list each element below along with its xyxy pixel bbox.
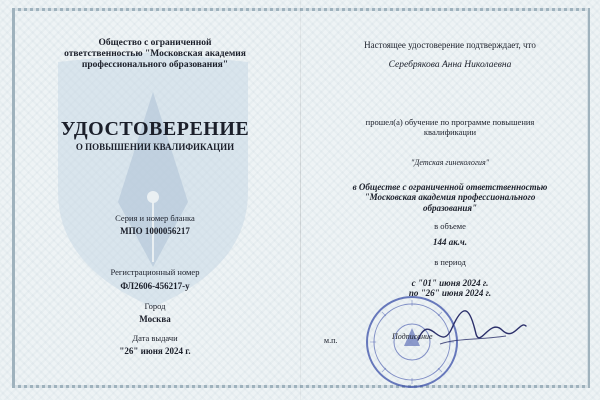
hours-value: 144 ак.ч. [432,237,468,247]
period-end: по "26" июня 2024 г. [408,288,492,299]
series-value: МПО 1000056217 [120,226,190,236]
certificate-intro: Настоящее удостоверение подтверждает, что [364,40,536,50]
issuer-organization-name: Общество с ограниченной ответственностью "Московская академия профессионального образования" [64,38,246,70]
training-statement: прошел(а) обучение по программе повышения квалификации [365,117,535,137]
period-start: с "01" июня 2024 г. [411,278,489,288]
document-title: УДОСТОВЕРЕНИЕ [60,118,250,140]
signature-label: Подписание [392,332,433,341]
center-fold [300,0,301,400]
holder-name: Серебрякова Анна Николаевна [388,60,512,70]
city-label: Город [144,301,166,311]
series-label: Серия и номер бланка [115,213,195,223]
period-label: в период [434,257,466,267]
seal-place-label: м.п. [324,336,338,345]
city-value: Москва [139,314,171,324]
volume-label: в объеме [434,221,466,231]
document-subtitle: О ПОВЫШЕНИИ КВАЛИФИКАЦИИ [75,142,235,152]
training-organization: в Обществе с ограниченной ответственностью "Московская академия профессионального образования" [352,182,548,213]
issue-date-label: Дата выдачи [132,333,178,343]
handwritten-signature-icon [410,300,530,360]
registration-label: Регистрационный номер [110,267,200,277]
issue-date-value: "26" июня 2024 г. [119,346,191,356]
registration-value: ФЛ2606-456217-у [120,281,190,291]
program-name: "Детская гинекология" [410,158,490,167]
